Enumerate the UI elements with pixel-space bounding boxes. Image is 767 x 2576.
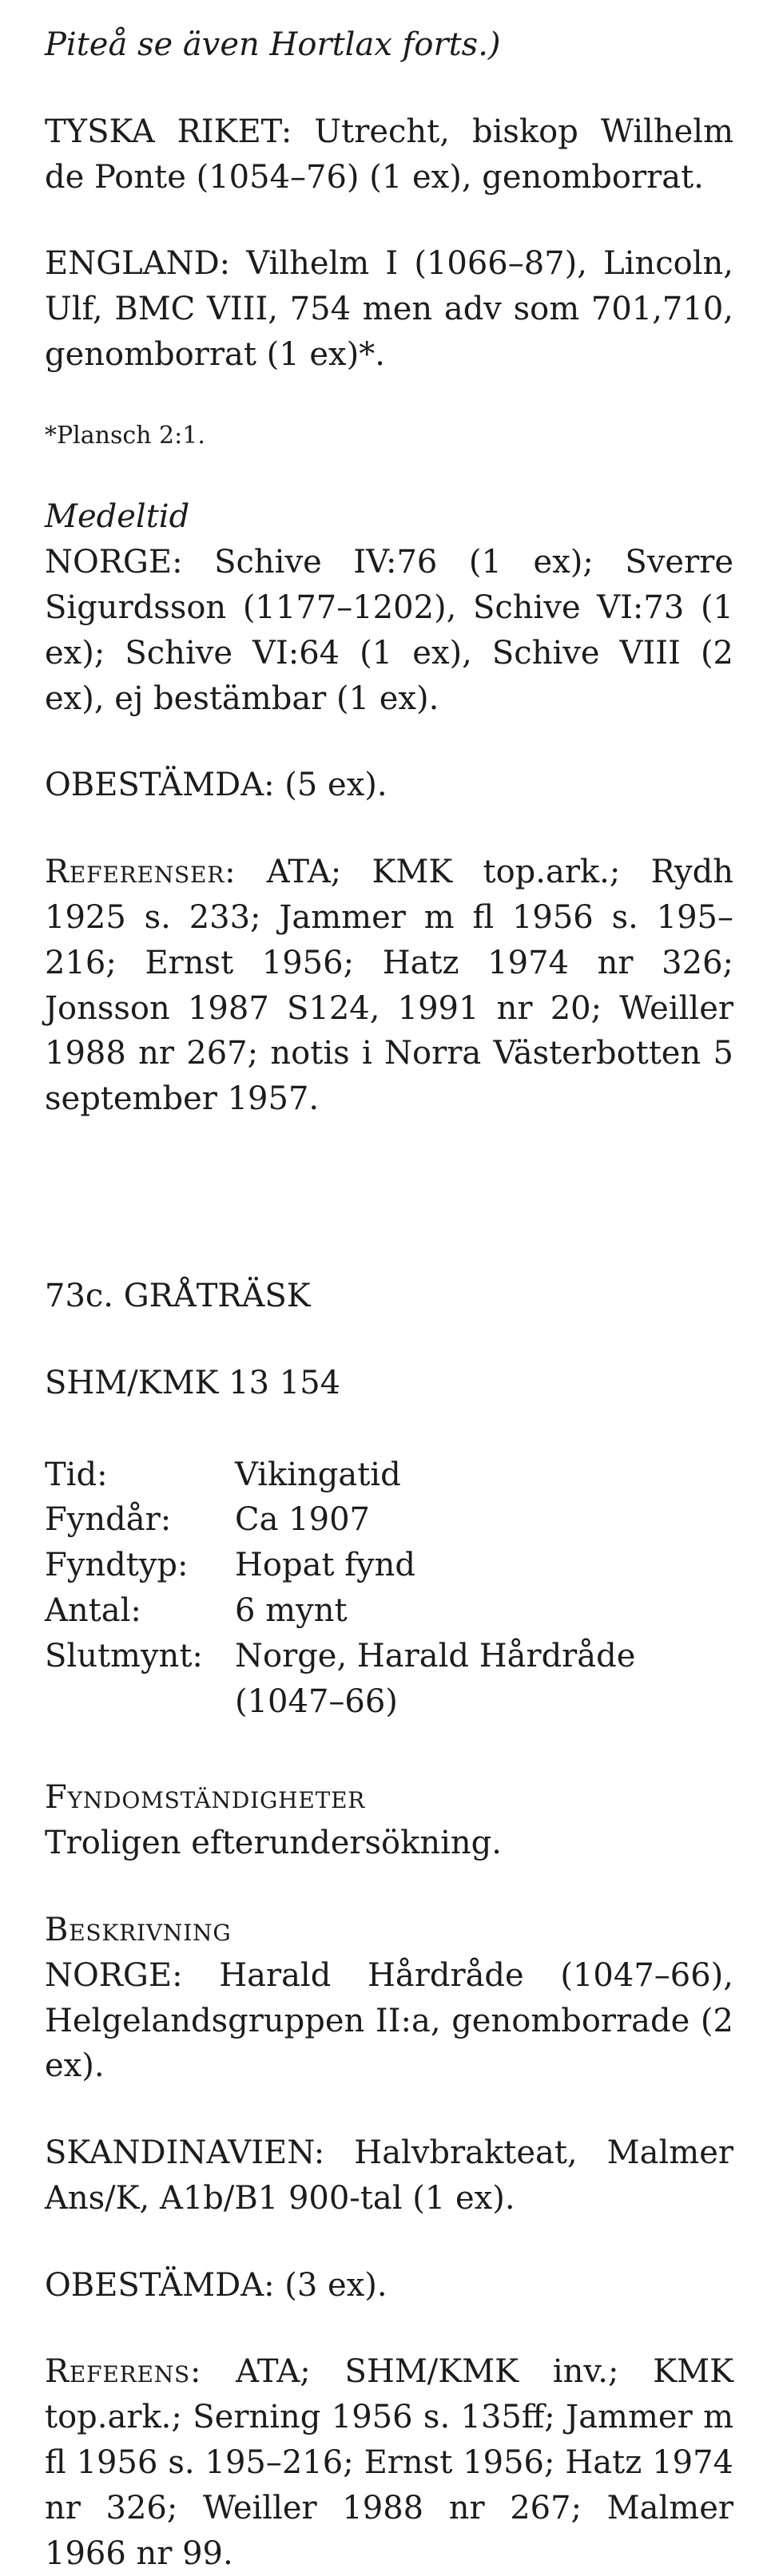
entry-tyska-riket: TYSKA RIKET: Utrecht, biskop Wilhelm de Ponte (1054–76) (1 ex), genomborrat. (45, 113, 733, 196)
meta-value-line: Norge, Harald Hårdråde (235, 1637, 636, 1674)
meta-value (235, 1634, 635, 1725)
continuation-heading: Piteå se även Hortlax forts.) (45, 26, 501, 63)
references-paragraph-1 (45, 850, 733, 1122)
meta-value: 6 mynt (235, 1591, 348, 1629)
meta-value: Hopat fynd (235, 1547, 415, 1584)
section-label-fyndomstandigheter: Fyndomständigheter (45, 1779, 366, 1817)
find-metadata-table (45, 1452, 635, 1725)
site-id: SHM/KMK 13 154 (45, 1364, 341, 1401)
references-label-2: Referens: (45, 2353, 202, 2391)
section-label-beskrivning: Beskrivning (45, 1911, 232, 1948)
entry-obestamda-2: OBESTÄMDA: (3 ex). (45, 2266, 387, 2304)
meta-row-fyndtyp (45, 1543, 635, 1588)
meta-row-slutmynt (45, 1634, 635, 1725)
fyndomstandigheter-text: Troligen efterundersökning. (45, 1825, 502, 1862)
meta-value: Ca 1907 (235, 1501, 370, 1539)
meta-row-fyndar (45, 1497, 635, 1543)
site-title: 73c. GRÅTRÄSK (45, 1277, 311, 1314)
meta-key: Tid: (45, 1456, 108, 1493)
meta-row-antal (45, 1588, 635, 1634)
references-paragraph-2 (45, 2349, 733, 2576)
section-heading-medeltid: Medeltid (45, 498, 190, 536)
entry-obestamda-1: OBESTÄMDA: (5 ex). (45, 767, 387, 804)
meta-value-line: (1047–66) (235, 1682, 398, 1720)
entry-skandinavien: SKANDINAVIEN: Halvbrakteat, Malmer Ans/K, A1b/B1 900-tal (1 ex). (45, 2134, 733, 2217)
meta-value: Vikingatid (235, 1456, 401, 1493)
entry-norge-medeltid: NORGE: Schive IV:76 (1 ex); Sverre Sigurdsson (1177–1202), Schive VI:73 (1 ex); Schive VI:64 (1 ex), Schive VIII (2 ex), ej bestämbar (1 ex). (45, 544, 733, 717)
document-page (45, 22, 733, 2576)
meta-key: Antal: (45, 1591, 141, 1629)
meta-key: Fyndår: (45, 1501, 172, 1539)
entry-norge-vikingatid: NORGE: Harald Hårdråde (1047–66), Helgelandsgruppen II:a, genomborrade (2 ex). (45, 1956, 733, 2085)
entry-england: ENGLAND: Vilhelm I (1066–87), Lincoln, Ulf, BMC VIII, 754 men adv som 701,710, genomborrat (1 ex)*. (45, 245, 733, 373)
references-text-1: ATA; KMK top.ark.; Rydh 1925 s. 233; Jammer m fl 1956 s. 195–216; Ernst 1956; Hatz 1974 nr 326; Jonsson 1987 S124, 1991 nr 20; Weiller 1988 nr 267; notis i Norra Västerbotten 5 september 1957. (45, 854, 733, 1118)
meta-key: Slutmynt: (45, 1637, 203, 1674)
meta-row-tid (45, 1452, 635, 1498)
footnote-plansch: *Plansch 2:1. (45, 421, 205, 450)
references-label-1: Referenser: (45, 854, 236, 891)
references-text-2: ATA; SHM/KMK inv.; KMK top.ark.; Serning 1956 s. 135ff; Jammer m fl 1956 s. 195–216; Ernst 1956; Hatz 1974 nr 326; Weiller 1988 nr 267; Malmer 1966 nr 99. (45, 2353, 733, 2572)
meta-key: Fyndtyp: (45, 1547, 189, 1584)
